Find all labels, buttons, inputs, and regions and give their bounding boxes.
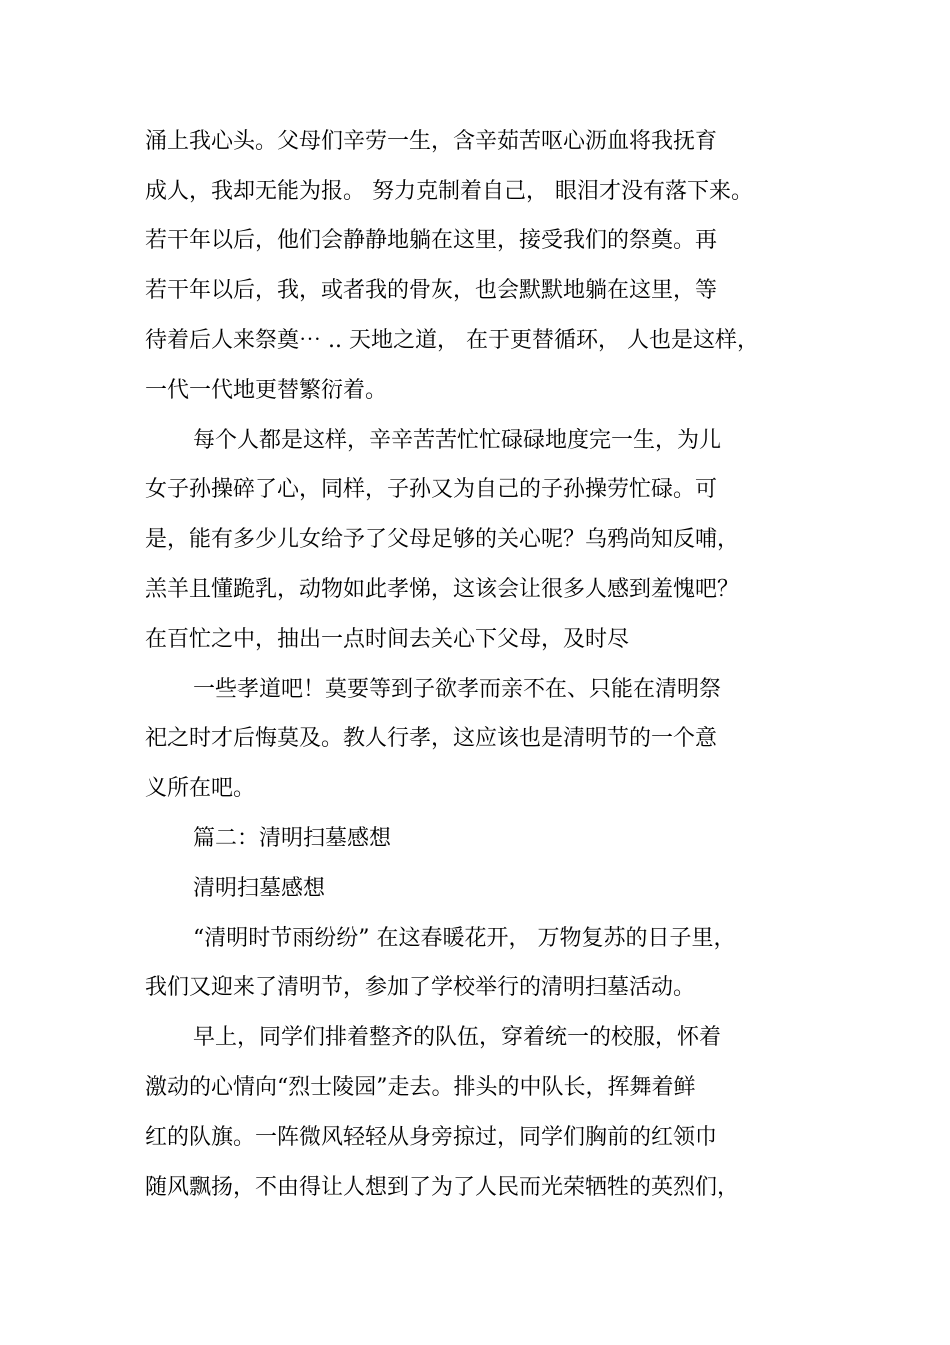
paragraph-line: 早上，同学们排着整齐的队伍，穿着统一的校服，怀着 [193, 1025, 722, 1050]
paragraph-line: 红的队旗。一阵微风轻轻从身旁掠过，同学们胸前的红领巾 [145, 1125, 718, 1150]
paragraph-line: 涌上我心头。父母们辛劳一生，含辛茹苦呕心沥血将我抚育 [145, 129, 718, 154]
paragraph-line: 在百忙之中，抽出一点时间去关心下父母，及时尽 [145, 627, 630, 652]
section-heading: 篇二：清明扫墓感想 [193, 826, 392, 851]
paragraph-line: 一代一代地更替繁衍着。 [145, 378, 388, 403]
paragraph-line: 随风飘扬，不由得让人想到了为了人民而光荣牺牲的英烈们， [145, 1175, 740, 1200]
paragraph-line: 祀之时才后悔莫及。教人行孝，这应该也是清明节的一个意 [145, 726, 718, 751]
paragraph-line: 待着后人来祭奠⋯ .. 天地之道， 在于更替循环， 人也是这样， [145, 328, 759, 353]
paragraph-line: 女子孙操碎了心，同样，子孙又为自己的子孙操劳忙碌。可 [145, 477, 718, 502]
paragraph-line: 我们又迎来了清明节，参加了学校举行的清明扫墓活动。 [145, 975, 696, 1000]
paragraph-line: 每个人都是这样，辛辛苦苦忙忙碌碌地度完一生，为儿 [193, 428, 722, 453]
paragraph-line: 是，能有多少儿女给予了父母足够的关心呢？乌鸦尚知反哺， [145, 527, 740, 552]
paragraph-line: 义所在吧。 [145, 776, 256, 801]
paragraph-line: 激动的心情向“烈士陵园”走去。排头的中队长，挥舞着鲜 [145, 1075, 696, 1100]
paragraph-line: 一些孝道吧！莫要等到子欲孝而亲不在、只能在清明祭 [193, 677, 722, 702]
paragraph-line: “清明时节雨纷纷” 在这春暖花开， 万物复苏的日子里， [193, 926, 736, 951]
paragraph-line: 若干年以后，他们会静静地躺在这里，接受我们的祭奠。再 [145, 228, 718, 253]
article-title: 清明扫墓感想 [193, 876, 326, 901]
paragraph-line: 成人，我却无能为报。 努力克制着自己， 眼泪才没有落下来。 [145, 179, 753, 204]
paragraph-line: 羔羊且懂跪乳，动物如此孝悌，这该会让很多人感到羞愧吧？ [145, 577, 740, 602]
paragraph-line: 若干年以后，我，或者我的骨灰，也会默默地躺在这里，等 [145, 278, 718, 303]
